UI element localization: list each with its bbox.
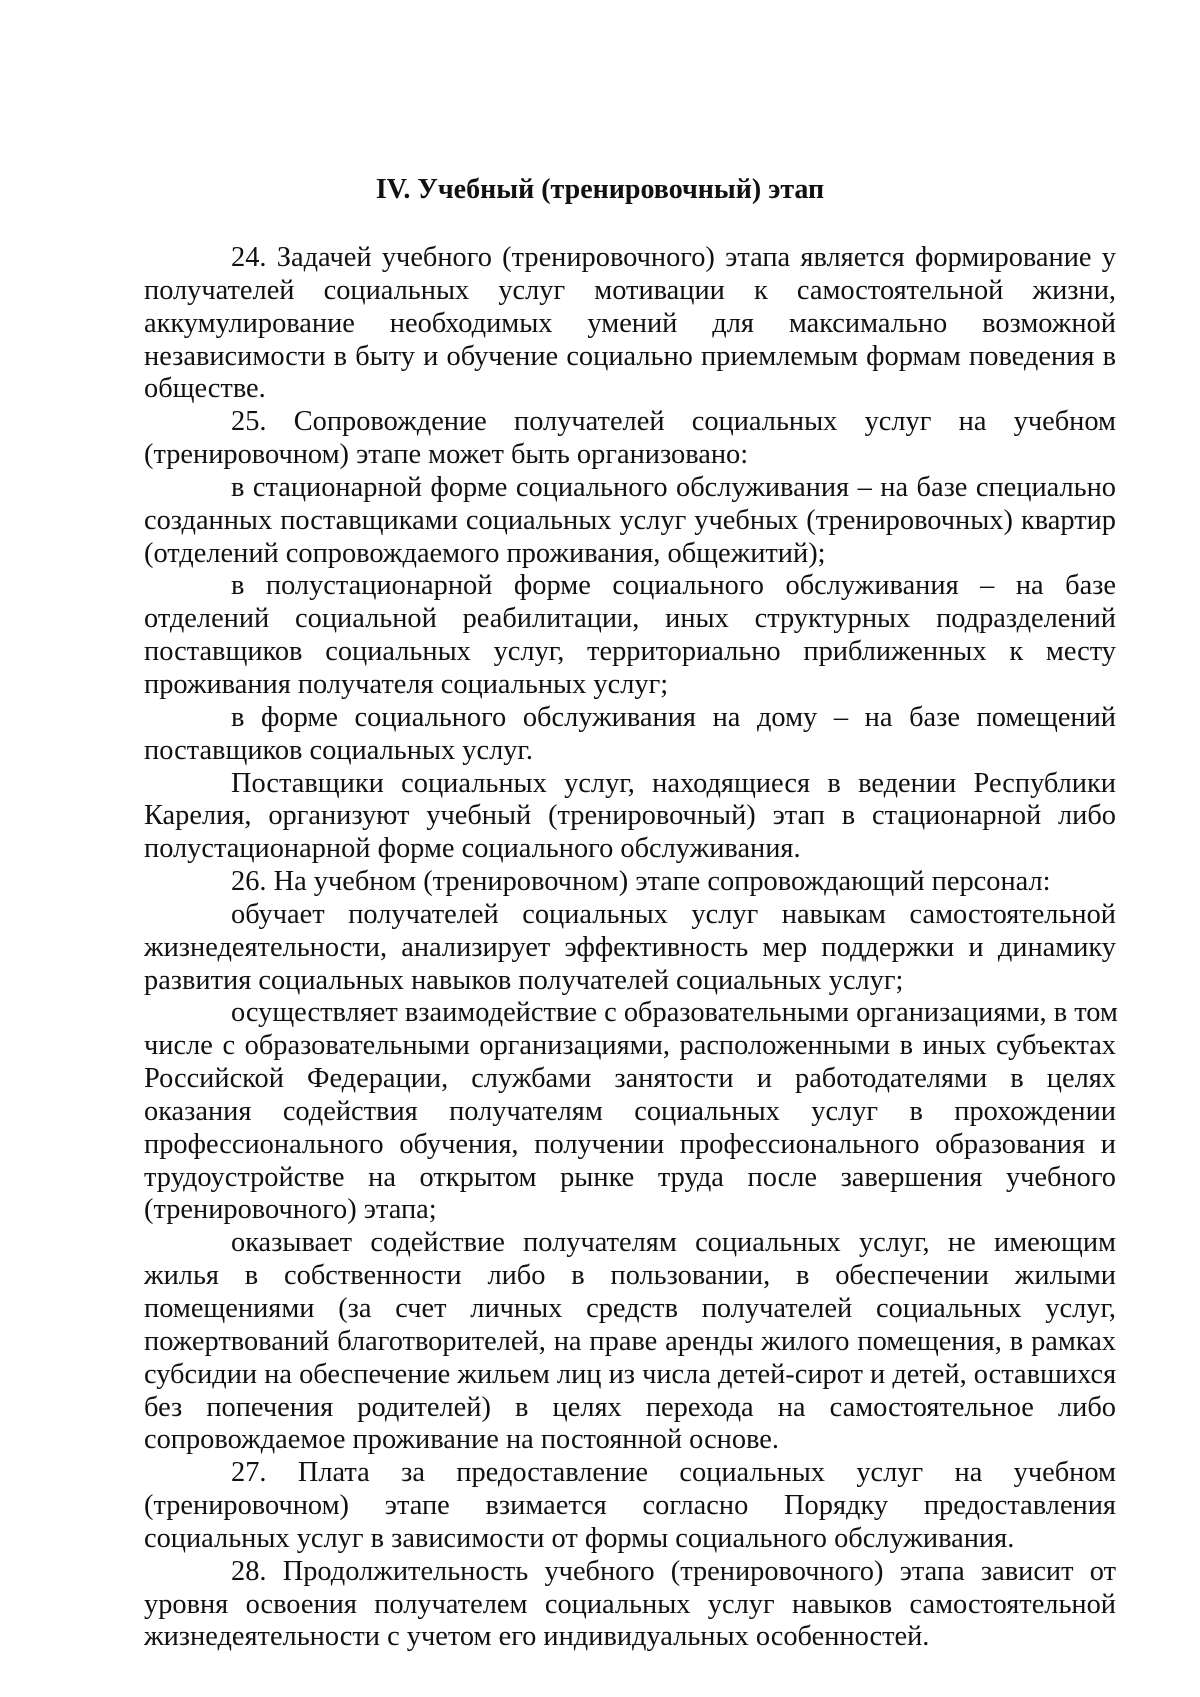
- paragraph-line: 26. На учебном (тренировочном) этапе сопровождающий персонал:: [231, 866, 1051, 898]
- paragraph-line: оказания содействия получателям социальных услуг в прохождении: [144, 1095, 1116, 1127]
- document-body: [144, 242, 1116, 1654]
- paragraph-line: полустационарной форме социального обслуживания.: [144, 833, 801, 865]
- paragraph: [144, 997, 1116, 1227]
- paragraph-line: Российской Федерации, службами занятости и работодателями в целях: [144, 1063, 1116, 1095]
- paragraph-line: (тренировочном) этапе может быть организовано:: [144, 439, 749, 471]
- paragraph-line: (тренировочном) этапе взимается согласно Порядку предоставления: [144, 1490, 1116, 1522]
- paragraph-line: поставщиков социальных услуг, территориально приближенных к месту: [144, 636, 1116, 668]
- paragraph-line: Поставщики социальных услуг, находящиеся в ведении Республики: [231, 767, 1116, 799]
- paragraph: [144, 570, 1116, 701]
- paragraph-line: отделений социальной реабилитации, иных структурных подразделений: [144, 603, 1116, 635]
- paragraph-line: 24. Задачей учебного (тренировочного) этапа является формирование у: [231, 242, 1116, 273]
- paragraph-line: жилья в собственности либо в пользовании, в обеспечении жилыми: [144, 1260, 1116, 1292]
- paragraph-line: в форме социального обслуживания на дому – на базе помещений: [231, 701, 1116, 733]
- paragraph-line: Карелия, организуют учебный (тренировочный) этап в стационарной либо: [144, 800, 1116, 832]
- paragraph-line: аккумулирование необходимых умений для максимально возможной: [144, 307, 1116, 339]
- paragraph: [144, 866, 1116, 899]
- paragraph: [144, 1556, 1116, 1655]
- paragraph-line: получателей социальных услуг мотивации к самостоятельной жизни,: [144, 274, 1116, 306]
- paragraph-line: субсидии на обеспечение жильем лиц из числа детей-сирот и детей, оставшихся: [144, 1358, 1117, 1390]
- paragraph-line: без попечения родителей) в целях перехода на самостоятельное либо: [144, 1391, 1116, 1423]
- paragraph-line: обучает получателей социальных услуг навыкам самостоятельной: [231, 898, 1116, 930]
- paragraph-line: в полустационарной форме социального обслуживания – на базе: [231, 570, 1116, 602]
- paragraph: [144, 702, 1116, 768]
- section-heading: IV. Учебный (тренировочный) этап: [375, 174, 825, 205]
- paragraph-line: 28. Продолжительность учебного (тренировочного) этапа зависит от: [231, 1555, 1116, 1587]
- paragraph-line: сопровождаемое проживание на постоянной основе.: [144, 1424, 779, 1456]
- paragraph-line: жизнедеятельности с учетом его индивидуальных особенностей.: [144, 1621, 930, 1653]
- paragraph-line: числе с образовательными организациями, расположенными в иных субъектах: [144, 1030, 1116, 1062]
- paragraph-line: созданных поставщиками социальных услуг учебных (тренировочных) квартир: [144, 504, 1116, 536]
- paragraph-line: независимости в быту и обучение социально приемлемым формам поведения в: [144, 340, 1116, 372]
- paragraph-line: 27. Плата за предоставление социальных услуг на учебном: [231, 1457, 1116, 1489]
- paragraph-line: проживания получателя социальных услуг;: [144, 668, 669, 700]
- paragraph: [144, 1227, 1116, 1457]
- paragraph: [144, 472, 1116, 571]
- paragraph-line: профессионального обучения, получении профессионального образования и: [144, 1128, 1116, 1160]
- paragraph-line: социальных услуг в зависимости от формы социального обслуживания.: [144, 1522, 1015, 1554]
- paragraph: [144, 899, 1116, 998]
- paragraph-line: (тренировочного) этапа;: [144, 1194, 437, 1226]
- paragraph: [144, 768, 1116, 867]
- paragraph: [144, 1457, 1116, 1556]
- paragraph-line: уровня освоения получателем социальных услуг навыков самостоятельной: [144, 1588, 1116, 1620]
- paragraph-line: жизнедеятельности, анализирует эффективность мер поддержки и динамику: [144, 931, 1116, 963]
- paragraph-line: трудоустройстве на открытом рынке труда после завершения учебного: [144, 1161, 1116, 1193]
- paragraph-line: в стационарной форме социального обслуживания – на базе специально: [231, 471, 1116, 503]
- paragraph-line: помещениями (за счет личных средств получателей социальных услуг,: [144, 1293, 1116, 1324]
- paragraph: [144, 406, 1116, 472]
- paragraph-line: 25. Сопровождение получателей социальных услуг на учебном: [231, 406, 1116, 438]
- paragraph-line: развития социальных навыков получателей социальных услуг;: [144, 964, 904, 996]
- paragraph-line: осуществляет взаимодействие с образовательными организациями, в том: [231, 997, 1118, 1029]
- paragraph-line: обществе.: [144, 373, 266, 405]
- paragraph-line: поставщиков социальных услуг.: [144, 734, 533, 766]
- paragraph: [144, 242, 1116, 406]
- paragraph-line: пожертвований благотворителей, на праве аренды жилого помещения, в рамках: [144, 1325, 1116, 1357]
- paragraph-line: (отделений сопровождаемого проживания, общежитий);: [144, 537, 826, 569]
- paragraph-line: оказывает содействие получателям социальных услуг, не имеющим: [231, 1227, 1116, 1259]
